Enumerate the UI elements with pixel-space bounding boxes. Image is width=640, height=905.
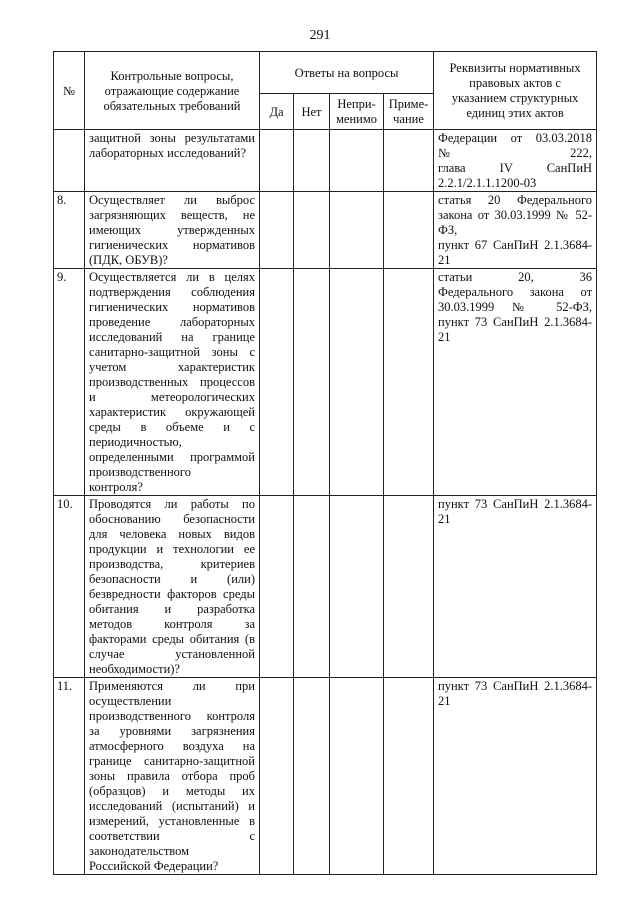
row-question: Осуществляет ли выброс загрязняющих веществ, не имеющих утвержденных гигиенических нормативов (ПДК, ОБУВ)?	[85, 192, 260, 269]
table-row	[54, 496, 597, 678]
row-question: защитной зоны результатами лабораторных исследований?	[85, 130, 260, 192]
answer-yes-cell[interactable]	[260, 192, 294, 269]
answer-no-cell[interactable]	[294, 496, 330, 678]
row-requisites: пункт 73 СанПиН 2.1.3684- 21	[434, 678, 597, 875]
header-no: Нет	[294, 94, 330, 130]
row-requisites: Федерации от 03.03.2018 № 222, глава IV СанПиН 2.2.1/2.1.1.1200-03	[434, 130, 597, 192]
row-requisites: пункт 73 СанПиН 2.1.3684- 21	[434, 496, 597, 678]
answer-yes-cell[interactable]	[260, 496, 294, 678]
table-body	[54, 130, 597, 875]
row-question: Проводятся ли работы по обоснованию безопасности для человека новых видов продукции и технологии ее производства, критериев безопасности и (или) безвредности факторов среды обитания и разработка методов контроля за факторами среды обитания (в случае установленной необходимости)?	[85, 496, 260, 678]
row-number: 8.	[54, 192, 85, 269]
row-requisites: статьи 20, 36 Федерального закона от 30.03.1999 № 52-ФЗ, пункт 73 СанПиН 2.1.3684- 21	[434, 269, 597, 496]
answer-not-applicable-cell[interactable]	[330, 678, 384, 875]
table-row	[54, 130, 597, 192]
answer-note-cell[interactable]	[384, 269, 434, 496]
row-number: 9.	[54, 269, 85, 496]
header-questions: Контрольные вопросы, отражающие содержание обязательных требований	[85, 52, 260, 130]
row-number	[54, 130, 85, 192]
answer-note-cell[interactable]	[384, 192, 434, 269]
answer-not-applicable-cell[interactable]	[330, 192, 384, 269]
checklist-table	[53, 51, 597, 875]
answer-not-applicable-cell[interactable]	[330, 496, 384, 678]
answer-note-cell[interactable]	[384, 130, 434, 192]
answer-not-applicable-cell[interactable]	[330, 269, 384, 496]
row-question: Применяются ли при осуществлении производственного контроля за уровнями загрязнения атмосферного воздуха на границе санитарно-защитной зоны правила отбора проб (образцов) и методы их исследований (испытаний) и измерений, установленные в соответствии с законодательством Российской Федерации?	[85, 678, 260, 875]
table-row	[54, 192, 597, 269]
table-row	[54, 269, 597, 496]
table-row	[54, 678, 597, 875]
header-yes: Да	[260, 94, 294, 130]
page-number: 291	[309, 28, 331, 43]
answer-no-cell[interactable]	[294, 269, 330, 496]
row-number: 11.	[54, 678, 85, 875]
answer-note-cell[interactable]	[384, 678, 434, 875]
header-note: Приме- чание	[384, 94, 434, 130]
answer-not-applicable-cell[interactable]	[330, 130, 384, 192]
row-requisites: статья 20 Федерального закона от 30.03.1999 № 52- ФЗ, пункт 67 СанПиН 2.1.3684- 21	[434, 192, 597, 269]
answer-no-cell[interactable]	[294, 130, 330, 192]
answer-yes-cell[interactable]	[260, 130, 294, 192]
header-num: №	[54, 52, 85, 130]
row-question: Осуществляется ли в целях подтверждения соблюдения гигиенических нормативов проведение лабораторных исследований на границе санитарно-защитной зоны с учетом характеристик производственных процессов и метеорологических характеристик окружающей среды в объеме и с периодичностью, определенными программой производственного контроля?	[85, 269, 260, 496]
row-number: 10.	[54, 496, 85, 678]
header-answers: Ответы на вопросы	[260, 52, 434, 94]
answer-note-cell[interactable]	[384, 496, 434, 678]
answer-yes-cell[interactable]	[260, 269, 294, 496]
header-not-applicable: Непри- менимо	[330, 94, 384, 130]
header-requisites: Реквизиты нормативных правовых актов с указанием структурных единиц этих актов	[434, 52, 597, 130]
answer-no-cell[interactable]	[294, 192, 330, 269]
answer-yes-cell[interactable]	[260, 678, 294, 875]
answer-no-cell[interactable]	[294, 678, 330, 875]
